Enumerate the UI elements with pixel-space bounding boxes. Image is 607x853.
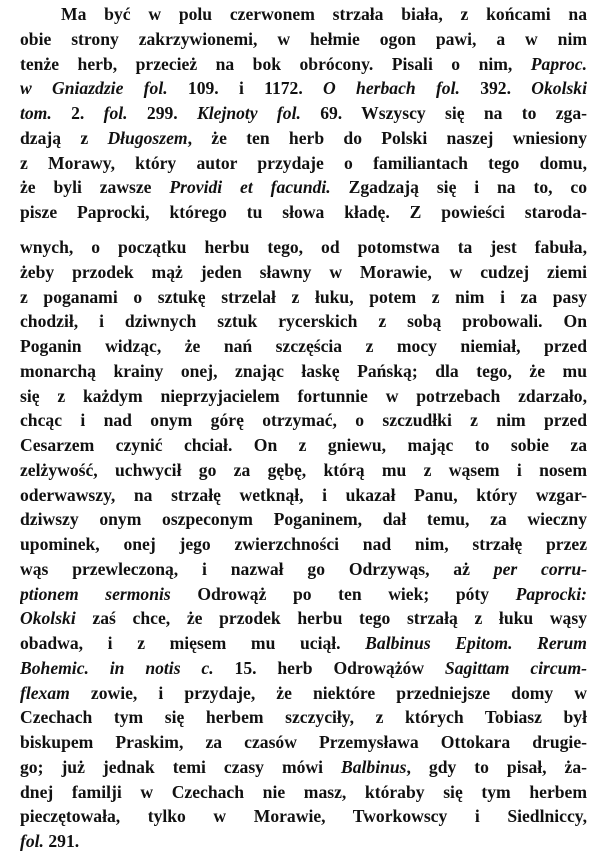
text-span: tenże herb, przecież na bok obrócony. Pisali o nim, — [20, 53, 531, 74]
text-span: monarchą krainy onej, znając łaskę Pańską; dla tego, że mu — [20, 360, 587, 381]
text-span: , gdy to pisał, ża- — [406, 756, 587, 777]
text-line — [20, 582, 587, 606]
text-line — [20, 606, 587, 630]
text-span: pisze Paprocki, którego tu słowa kładę. Z powieści staroda- — [20, 202, 587, 222]
text-span: 69. Wszyscy się na to zga- — [300, 103, 587, 123]
text-span: Czechach tym się herbem szczyciły, z których Tobiasz był — [20, 707, 587, 728]
text-line — [20, 101, 587, 125]
text-line — [20, 200, 587, 224]
text-span: wąs przewleczoną, i nazwał go Odrzywąs, aż — [20, 558, 494, 579]
text-span: że byli zawsze — [20, 177, 170, 198]
text-span: chodził, i dziwnych sztuk rycerskich z sobą probowali. On — [20, 311, 587, 332]
text-line — [20, 260, 587, 284]
text-line — [20, 829, 587, 853]
italic-text-span: fol. — [103, 103, 128, 123]
italic-text-span: ptionem sermonis — [20, 583, 171, 604]
text-span: oderwawszy, na strzałę wetknął, i ukazał Panu, który wzgar- — [20, 484, 587, 505]
text-line — [20, 175, 587, 199]
text-span: z Morawy, który autor przydaje o familiantach tego domu, — [20, 152, 587, 173]
text-span: dzają z — [20, 127, 108, 148]
text-span: dnej familji w Czechach nie masz, któraby się tym herbem — [20, 781, 587, 802]
text-span: chcąc i nad onym górę otrzymać, o szczudłki z nim przed — [20, 410, 587, 431]
text-line — [20, 334, 587, 358]
italic-text-span: O herbach fol. — [323, 78, 460, 99]
text-span: obie strony zakrzywionemi, w hełmie ogon pawi, a w nim — [20, 28, 587, 49]
text-span: z poganami o sztukę strzelał z łuku, potem z nim i za pasy — [20, 286, 587, 307]
text-line — [20, 235, 587, 259]
text-span: zaś chce, że przodek herbu tego strzałą z łuku wąsy — [75, 608, 587, 629]
text-span: 2. — [51, 103, 104, 123]
text-line — [20, 126, 587, 150]
text-span: 392. — [459, 78, 532, 99]
text-line — [20, 408, 587, 432]
italic-text-span: Okolski — [531, 78, 587, 99]
italic-text-span: tom. — [20, 103, 52, 123]
italic-text-span: Balbinus Epitom. Rerum — [365, 633, 587, 653]
text-span: biskupem Praskim, za czasów Przemysława Ottokara drugie- — [20, 732, 587, 752]
text-line — [20, 656, 587, 680]
italic-text-span: flexam — [20, 682, 70, 703]
italic-text-span: Providi et facundi. — [169, 177, 331, 198]
text-line — [20, 359, 587, 383]
italic-text-span: fol. — [20, 831, 44, 851]
text-span: 299. — [127, 103, 198, 123]
text-line — [20, 780, 587, 804]
text-line — [20, 483, 587, 507]
text-line — [20, 458, 587, 482]
text-line — [20, 27, 587, 51]
text-line — [20, 76, 587, 100]
text-line — [20, 309, 587, 333]
text-line — [20, 384, 587, 408]
text-span: Poganin widząc, że nań szczęścia z mocy niemiał, przed — [20, 336, 587, 356]
text-span: żeby przodek mąż jeden sławny w Morawie, w cudzej ziemi — [20, 261, 587, 282]
text-span: zelżywość, uchwycił go za gębę, którą mu z wąsem i nosem — [20, 459, 587, 480]
text-span: , że ten herb do Polski naszej wniesiony — [187, 127, 587, 148]
text-span: 291. — [43, 831, 80, 851]
text-span: Odrowąż po ten wiek; póty — [170, 583, 516, 604]
italic-text-span: Klejnoty fol. — [197, 103, 301, 123]
italic-text-span: Okolski — [20, 608, 76, 629]
text-span: 15. herb Odrowążów — [213, 657, 445, 678]
italic-text-span: Paprocki: — [515, 583, 587, 604]
italic-text-span: w Gniazdzie fol. — [20, 78, 168, 99]
text-line — [20, 730, 587, 754]
text-line — [20, 557, 587, 581]
text-span: Ma być w polu czerwonem strzała biała, z końcami na — [61, 4, 587, 24]
text-line — [20, 433, 587, 457]
text-line — [20, 285, 587, 309]
italic-text-span: Długoszem — [107, 127, 188, 148]
text-line — [20, 151, 587, 175]
text-span: 109. i 1172. — [167, 78, 324, 99]
text-line — [61, 2, 587, 26]
text-line — [20, 755, 587, 779]
text-span: obadwa, i z mięsem mu uciął. — [20, 633, 366, 653]
italic-text-span: per corru- — [493, 558, 587, 579]
text-span: Cesarzem czynić chciał. On z gniewu, mając to sobie za — [20, 435, 587, 455]
text-span: zowie, i przydaje, że niektóre przedniejsze domy w — [69, 682, 587, 703]
text-span: Zgadzają się i na to, co — [330, 177, 587, 198]
text-line — [20, 804, 587, 828]
text-line — [20, 507, 587, 531]
text-line — [20, 705, 587, 729]
text-line — [20, 532, 587, 556]
text-line — [20, 681, 587, 705]
text-span: się z każdym nieprzyjacielem fortunnie w potrzebach zdarzało, — [20, 385, 587, 406]
text-span: dziwszy onym oszpeconym Poganinem, dał temu, za wieczny — [20, 509, 587, 530]
text-span: upominek, onej jego zwierzchności nad nim, strzałę przez — [20, 534, 587, 554]
italic-text-span: Sagittam circum- — [444, 657, 587, 678]
text-span: wnych, o początku herbu tego, od potomstwa ta jest fabuła, — [20, 237, 587, 257]
text-span: go; już jednak temi czasy mówi — [20, 756, 341, 777]
italic-text-span: Balbinus — [341, 756, 407, 777]
text-line — [20, 631, 587, 655]
italic-text-span: Paproc. — [530, 53, 587, 74]
text-span: pieczętowała, tylko w Morawie, Tworkowscy i Siedlniccy, — [20, 806, 587, 827]
text-line — [20, 52, 587, 76]
italic-text-span: Bohemic. in notis c. — [20, 657, 214, 678]
